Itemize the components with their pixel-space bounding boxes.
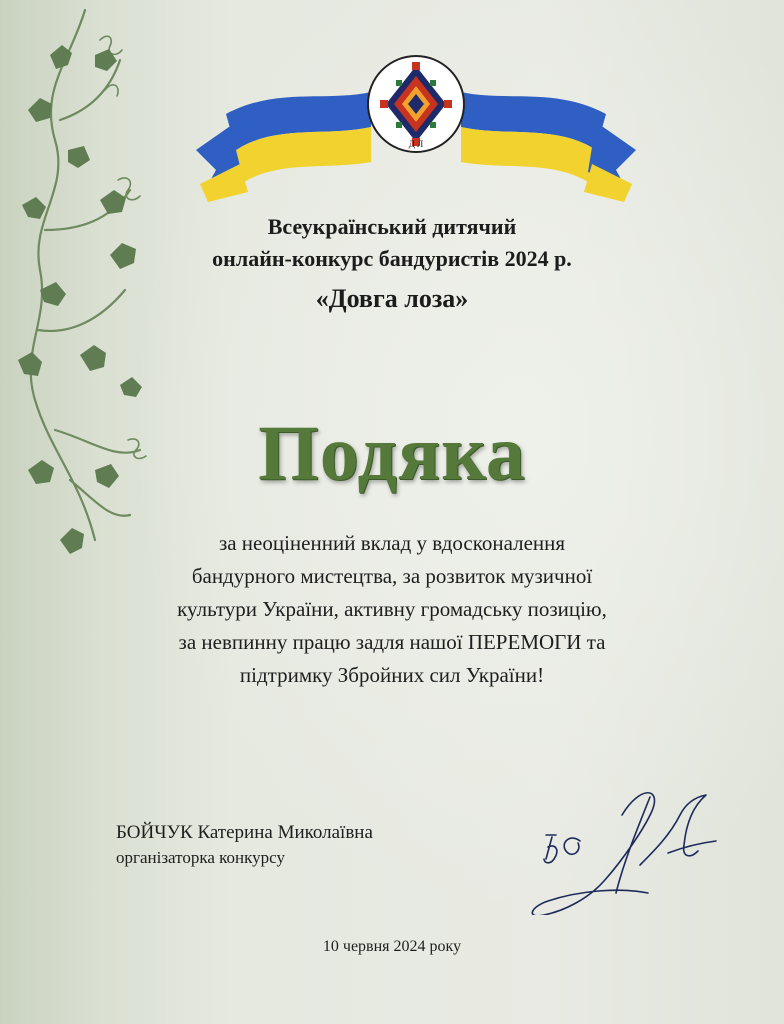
certificate-title: Подяка	[258, 409, 526, 496]
body-text-line: бандурного мистецтва, за розвиток музичної	[191, 564, 593, 588]
contest-heading-line1: Всеукраїнський дитячий	[267, 214, 517, 239]
organizer-name: БОЙЧУК Катерина Миколаївна	[116, 822, 373, 843]
contest-heading-line2: онлайн-конкурс бандуристів 2024 р.	[212, 246, 572, 271]
contest-name: «Довга лоза»	[315, 284, 469, 313]
organizer-role: організаторка конкурсу	[116, 848, 285, 867]
ukrainian-flag-ribbon-icon	[196, 52, 636, 202]
handwritten-signature	[490, 775, 720, 915]
issue-date: 10 червня 2024 року	[322, 938, 462, 955]
logo-initials: Д Л	[408, 139, 424, 149]
body-text-line: культури України, активну громадську позицію,	[177, 597, 607, 621]
body-text-line: підтримку Збройних сил України!	[239, 663, 545, 687]
body-text-line: за невпинну працю задля нашої ПЕРЕМОГИ та	[178, 630, 606, 654]
body-text-line: за неоціненний вклад у вдосконалення	[218, 531, 566, 555]
